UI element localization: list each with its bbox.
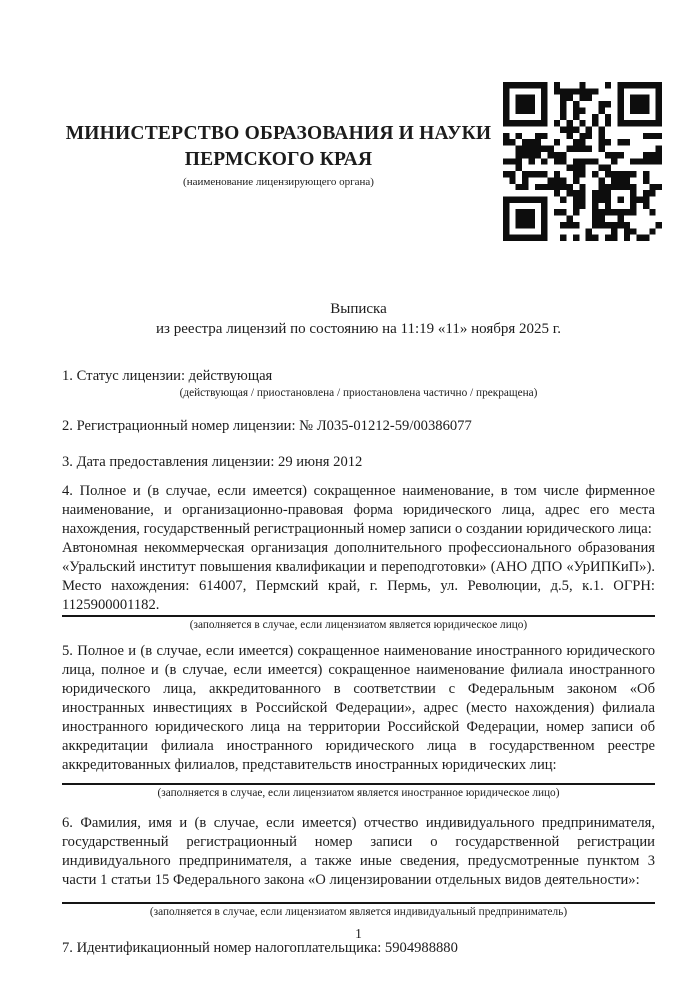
ministry-name-line2: ПЕРМСКОГО КРАЯ <box>184 149 373 170</box>
item-2-registration-number: 2. Регистрационный номер лицензии: № Л035-01212-59/00386077 <box>62 418 472 434</box>
qr-code <box>503 82 662 241</box>
page-number: 1 <box>355 926 362 941</box>
item-4-label: 4. Полное и (в случае, если имеется) сокращенное наименование, в том числе фирменное наименование, и организационно-правовая форма юридического лица, адрес его места нахождения, государственный регистрационный номер записи о создании юридического лица: <box>62 483 655 537</box>
separator-line-foreign-entity <box>62 783 655 785</box>
ministry-header <box>62 121 495 189</box>
separator-line-legal-entity <box>62 615 655 617</box>
extract-title-line2: из реестра лицензий по состоянию на 11:19 «11» ноября 2025 г. <box>156 321 561 337</box>
licensing-authority-caption: (наименование лицензирующего органа) <box>183 176 374 188</box>
item-3-license-grant-date: 3. Дата предоставления лицензии: 29 июня 2012 <box>62 454 363 470</box>
status-options-note: (действующая / приостановлена / приостановлена частично / прекращена) <box>179 387 538 399</box>
item-7-taxpayer-id: 7. Идентификационный номер налогоплательщика: 5904988880 <box>62 940 458 956</box>
item-4-legal-entity-details <box>62 482 655 539</box>
foreign-entity-note: (заполняется в случае, если лицензиатом является иностранное юридическое лицо) <box>157 787 560 799</box>
item-6-individual-entrepreneur-details: 6. Фамилия, имя и (в случае, если имеется) отчество индивидуального предпринимателя, государственный регистрационный номер записи о государственной регистрации индивидуального предпринимателя, а также иные сведения, предусмотренные пунктом 3 части 1 статьи 15 Федерального закона «О лицензировании отдельных видов деятельности»: <box>62 815 655 888</box>
legal-entity-note: (заполняется в случае, если лицензиатом является юридическое лицо) <box>189 619 528 631</box>
item-1-license-status: 1. Статус лицензии: действующая <box>62 368 273 384</box>
extract-title-line1: Выписка <box>330 301 387 317</box>
issuing-authority-name <box>62 121 495 173</box>
licensee-name-value: Автономная некоммерческая организация дополнительного профессионального образования «Уральский институт повышения квалификации и переподготовки» (АНО ДПО «УрИПКиП»). Место нахождения: 614007, Пермский край, г. Пермь, ул. Революции, д.5, к.1. ОГРН: 1125900001182. <box>62 540 655 613</box>
ministry-name-line1: МИНИСТЕРСТВО ОБРАЗОВАНИЯ И НАУКИ <box>65 123 492 144</box>
entrepreneur-note: (заполняется в случае, если лицензиатом является индивидуальный предприниматель) <box>149 906 568 918</box>
document-content <box>0 121 700 958</box>
extract-title <box>62 299 655 339</box>
item-5-foreign-entity-details: 5. Полное и (в случае, если имеется) сокращенное наименование иностранного юридического лица, полное и (в случае, если имеется) сокращенное наименование филиала иностранного юридического лица, аккредитованного в соответствии с Федеральным законом «Об иностранных инвестициях в Российской Федерации», адрес (место нахождения) филиала иностранного юридического лица на территории Российской Федерации, номер записи об аккредитации филиала иностранного юридического лица в государственном реестре аккредитованных филиалов, представительств иностранных юридических лиц: <box>62 643 655 773</box>
separator-line-entrepreneur <box>62 902 655 904</box>
